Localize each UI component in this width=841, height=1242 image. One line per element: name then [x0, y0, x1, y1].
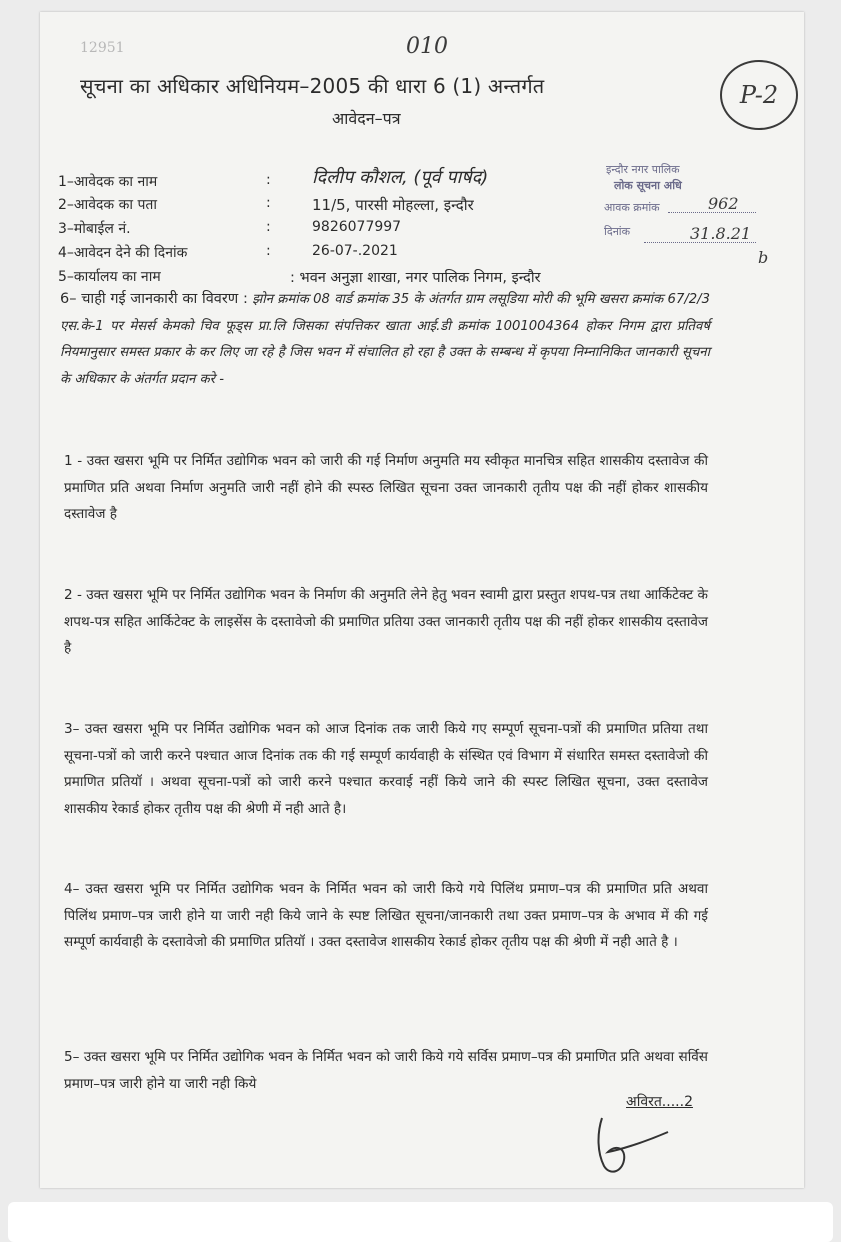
request-item-2: 2 - उक्त खसरा भूमि पर निर्मित उद्योगिक भवन के निर्माण की अनुमति लेने हेतु भवन स्वामी द्वारा प्रस्तुत शपथ-पत्र तथा आर्किटेक्ट के शपथ-पत्र सहित आर्किटेक्ट के लाइसेंस के दस्तावेजो की प्रमाणित प्रतिया उक्त जानकारी तृतीय पक्ष की नहीं होकर शासकीय दस्तावेज है: [64, 587, 709, 656]
faint-corner-note: 12951: [80, 40, 125, 56]
stamp-date: 31.8.21: [690, 224, 752, 243]
office-name-value: : भवन अनुज्ञा शाखा, नगर पालिक निगम, इन्दौर: [290, 270, 541, 286]
field-colon: :: [266, 243, 271, 259]
application-date-label: 4–आवेदन देने की दिनांक: [58, 245, 188, 261]
application-page: [40, 12, 804, 1188]
circled-document-code: P-2: [720, 60, 798, 130]
continued-marker: अविरत.....2: [626, 1094, 693, 1110]
document-title: सूचना का अधिकार अधिनियम–2005 की धारा 6 (1) अन्तर्गत: [80, 74, 545, 98]
description-text-rest: लसूडिया मोरी की भूमि खसरा क्रमांक 67/2/3 एस.के-1 पर मेसर्स केमको चिव फूड्स प्रा.लि जिसका संपत्तिकर खाता आई.डी क्रमांक 1001004364 होकर निगम द्वारा प्रतिवर्ष नियमानुसार समस्त प्रकार के कर लिए जा रहे है जिस भवन में संचालित हो रहा है उक्त के सम्बन्ध में कृपया निम्नानिकित जानकारी सूचना के अधिकार के अंतर्गत प्रदान करे -: [60, 292, 711, 387]
office-name-label: 5–कार्यालय का नाम: [58, 269, 161, 285]
applicant-name-value: दिलीप कौशल, (पूर्व पार्षद): [312, 167, 489, 188]
mobile-label: 3–मोबाईल नं.: [58, 221, 131, 237]
description-label: 6– चाही गई जानकारी का विवरण :: [60, 291, 248, 307]
applicant-address-value: 11/5, पारसी मोहल्ला, इन्दौर: [312, 196, 474, 214]
receipt-stamp: [600, 162, 770, 268]
applicant-signature: [588, 1110, 678, 1180]
document-subtitle: आवेदन–पत्र: [332, 109, 401, 128]
stamp-inward-number: 962: [708, 194, 739, 213]
applicant-name-label: 1–आवेदक का नाम: [58, 174, 158, 190]
stamp-office: इन्दौर नगर पालिक: [606, 163, 680, 176]
application-date-value: 26-07-.2021: [312, 243, 398, 259]
next-page-edge: [8, 1202, 833, 1242]
stamp-mark: b: [758, 248, 769, 267]
stamp-authority: लोक सूचना अधि: [614, 179, 682, 192]
mobile-value: 9826077997: [312, 219, 402, 235]
request-item-5: 5– उक्त खसरा भूमि पर निर्मित उद्योगिक भवन के निर्मित भवन को जारी किये गये सर्विस प्रमाण–पत्र की प्रमाणित प्रति अथवा सर्विस प्रमाण–पत्र जारी होने या जारी नही किये: [64, 1049, 708, 1092]
information-description: [60, 286, 710, 393]
field-colon: :: [266, 172, 271, 188]
field-colon: :: [266, 195, 271, 211]
stamp-number-line: [668, 212, 756, 213]
request-item-1: 1 - उक्त खसरा भूमि पर निर्मित उद्योगिक भवन को जारी की गई निर्माण अनुमति मय स्वीकृत मानचित्र सहित शासकीय दस्तावेज की प्रमाणित प्रति अथवा निर्माण अनुमति जारी नहीं होने की स्पस्ठ लिखित सूचना उक्त जानकारी तृतीय पक्ष की नहीं होकर शासकीय दस्तावेज है: [64, 453, 708, 522]
handwritten-top-note: 010: [406, 34, 448, 59]
stamp-date-label: दिनांक: [604, 225, 631, 238]
field-colon: :: [266, 219, 271, 235]
description-text-start: झोन क्रमांक 08 वार्ड क्रमांक 35 के अंतर्गत ग्राम: [247, 292, 484, 307]
stamp-date-line: [644, 242, 756, 243]
request-item-4: 4– उक्त खसरा भूमि पर निर्मित उद्योगिक भवन के निर्मित भवन को जारी किये गये पिलिंथ प्रमाण–पत्र की प्रमाणित प्रति अथवा पिलिंथ प्रमाण–पत्र जारी होने या जारी नही किये जाने के स्पष्ट लिखित सूचना/जानकारी तथा उक्त प्रमाण–पत्र के अभाव में की गई सम्पूर्ण कार्यवाही के दस्तावेजो की प्रमाणित प्रतियॉ । उक्त दस्तावेज शासकीय रेकार्ड होकर तृतीय पक्ष की श्रेणी में नही आते है ।: [64, 881, 708, 950]
request-item-3: 3– उक्त खसरा भूमि पर निर्मित उद्योगिक भवन को आज दिनांक तक जारी किये गए सम्पूर्ण सूचना-पत्रों की प्रमाणित प्रतिया तथा सूचना-पत्रों को जारी करने पश्चात आज दिनांक तक की गई सम्पूर्ण कार्यवाही के संस्थित एवं विभाग में संधारित समस्त दस्तावेजो की प्रमाणित प्रतियॉ । अथवा सूचना-पत्रों को जारी करने पश्चात करवाई नहीं किये जाने की स्पस्ट लिखित सूचना, उक्त दस्तावेज शासकीय रेकार्ड होकर तृतीय पक्ष की श्रेणी में नही आते है।: [64, 721, 708, 817]
applicant-address-label: 2–आवेदक का पता: [58, 197, 158, 213]
stamp-inward-label: आवक क्रमांक: [604, 201, 660, 214]
